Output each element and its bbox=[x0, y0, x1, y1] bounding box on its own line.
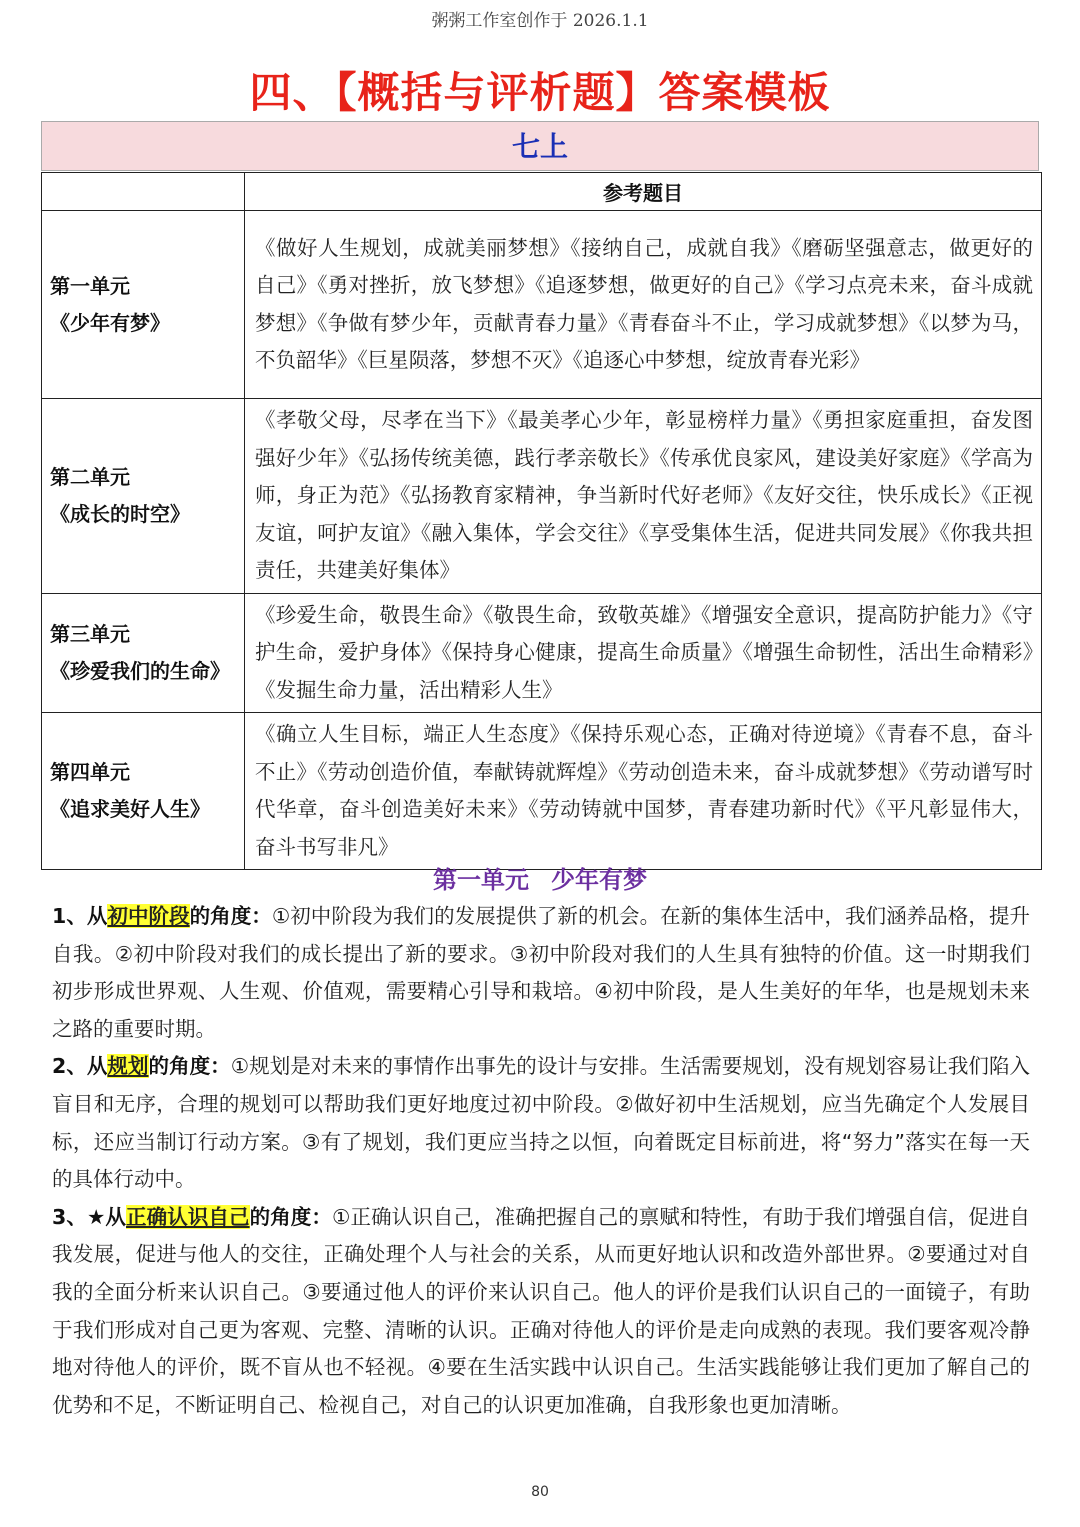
unit-cell bbox=[42, 593, 245, 713]
unit-number: 第三单元 bbox=[50, 621, 130, 646]
grade-banner: 七上 bbox=[41, 121, 1039, 171]
page-number: 80 bbox=[531, 1484, 549, 1500]
point-prefix: 2、从 bbox=[52, 1054, 108, 1079]
answer-point bbox=[52, 1199, 1030, 1425]
point-keyword: 正确认识自己 bbox=[126, 1204, 250, 1229]
point-prefix: 3、★从 bbox=[52, 1204, 127, 1229]
unit-cell bbox=[42, 399, 245, 594]
page-title: 四、【概括与评析题】答案模板 bbox=[249, 68, 831, 117]
point-suffix: 的角度： bbox=[249, 1204, 332, 1229]
section-title bbox=[0, 860, 1080, 895]
unit-cell bbox=[42, 211, 245, 399]
answer-points bbox=[52, 898, 1030, 1424]
section-name: 少年有梦 bbox=[551, 866, 647, 894]
header-note: 粥粥工作室创作于 2026.1.1 bbox=[431, 11, 649, 31]
point-keyword: 规划 bbox=[107, 1054, 149, 1079]
point-suffix: 的角度： bbox=[148, 1054, 231, 1079]
table-header-topics: 参考题目 bbox=[245, 173, 1042, 211]
table-row bbox=[42, 713, 1042, 870]
reference-topics-table bbox=[41, 172, 1042, 870]
unit-cell bbox=[42, 713, 245, 870]
point-suffix: 的角度： bbox=[189, 904, 272, 928]
answer-point bbox=[52, 898, 1030, 1048]
unit-name: 《少年有梦》 bbox=[50, 310, 170, 335]
unit-name: 《珍爱我们的生命》 bbox=[50, 658, 230, 683]
unit-name: 《成长的时空》 bbox=[50, 501, 190, 526]
topics-cell: 《确立人生目标，端正人生态度》《保持乐观心态，正确对待逆境》《青春不息，奋斗不止》《劳动创造价值，奉献铸就辉煌》《劳动创造未来，奋斗成就梦想》《劳动谱写时代华章，奋斗创造美好未来》《劳动铸就中国梦，青春建功新时代》《平凡彰显伟大，奋斗书写非凡》 bbox=[245, 713, 1042, 870]
unit-number: 第四单元 bbox=[50, 760, 130, 784]
point-keyword: 初中阶段 bbox=[107, 904, 190, 928]
topics-cell: 《做好人生规划，成就美丽梦想》《接纳自己，成就自我》《磨砺坚强意志，做更好的自己》《勇对挫折，放飞梦想》《追逐梦想，做更好的自己》《学习点亮未来，奋斗成就梦想》《争做有梦少年，贡献青春力量》《青春奋斗不止，学习成就梦想》《以梦为马，不负韶华》《巨星陨落，梦想不灭》《追逐心中梦想，绽放青春光彩》 bbox=[245, 211, 1042, 399]
section-unit: 第一单元 bbox=[433, 866, 529, 894]
unit-number: 第一单元 bbox=[50, 273, 130, 298]
point-body: ①正确认识自己，准确把握自己的禀赋和特性，有助于我们增强自信，促进自我发展，促进与他人的交往，正确处理个人与社会的关系，从而更好地认识和改造外部世界。②要通过对自我的全面分析来认识自己。③要通过他人的评价来认识自己。他人的评价是我们认识自己的一面镜子，有助于我们形成对自己更为客观、完整、清晰的认识。正确对待他人的评价是走向成熟的表现。我们要客观冷静地对待他人的评价，既不盲从也不轻视。④要在生活实践中认识自己。生活实践能够让我们更加了解自己的优势和不足，不断证明自己、检视自己，对自己的认识更加准确，自我形象也更加清晰。 bbox=[52, 1204, 1031, 1417]
topics-cell: 《孝敬父母，尽孝在当下》《最美孝心少年，彰显榜样力量》《勇担家庭重担，奋发图强好少年》《弘扬传统美德，践行孝亲敬长》《传承优良家风，建设美好家庭》《学高为师，身正为范》《弘扬教育家精神，争当新时代好老师》《友好交往，快乐成长》《正视友谊，呵护友谊》《融入集体，学会交往》《享受集体生活，促进共同发展》《你我共担责任，共建美好集体》 bbox=[245, 399, 1042, 594]
table-row bbox=[42, 211, 1042, 399]
unit-number: 第二单元 bbox=[50, 464, 130, 489]
table-row bbox=[42, 593, 1042, 713]
point-body: ①规划是对未来的事情作出事先的设计与安排。生活需要规划，没有规划容易让我们陷入盲目和无序，合理的规划可以帮助我们更好地度过初中阶段。②做好初中生活规划，应当先确定个人发展目标，还应当制订行动方案。③有了规划，我们更应当持之以恒，向着既定目标前进，将“努力”落实在每一天的具体行动中。 bbox=[52, 1054, 1031, 1192]
point-prefix: 1、从 bbox=[52, 904, 108, 928]
topics-cell: 《珍爱生命，敬畏生命》《敬畏生命，致敬英雄》《增强安全意识，提高防护能力》《守护生命，爱护身体》《保持身心健康，提高生命质量》《增强生命韧性，活出生命精彩》《发掘生命力量，活出精彩人生》 bbox=[245, 593, 1042, 713]
table-row bbox=[42, 399, 1042, 594]
table-header-unit bbox=[42, 173, 245, 211]
table-header-row bbox=[42, 173, 1042, 211]
answer-point bbox=[52, 1048, 1030, 1198]
point-body: ①初中阶段为我们的发展提供了新的机会。在新的集体生活中，我们涵养品格，提升自我。②初中阶段对我们的成长提出了新的要求。③初中阶段对我们的人生具有独特的价值。这一时期我们初步形成世界观、人生观、价值观，需要精心引导和栽培。④初中阶段，是人生美好的年华，也是规划未来之路的重要时期。 bbox=[52, 904, 1030, 1041]
unit-name: 《追求美好人生》 bbox=[50, 797, 210, 821]
